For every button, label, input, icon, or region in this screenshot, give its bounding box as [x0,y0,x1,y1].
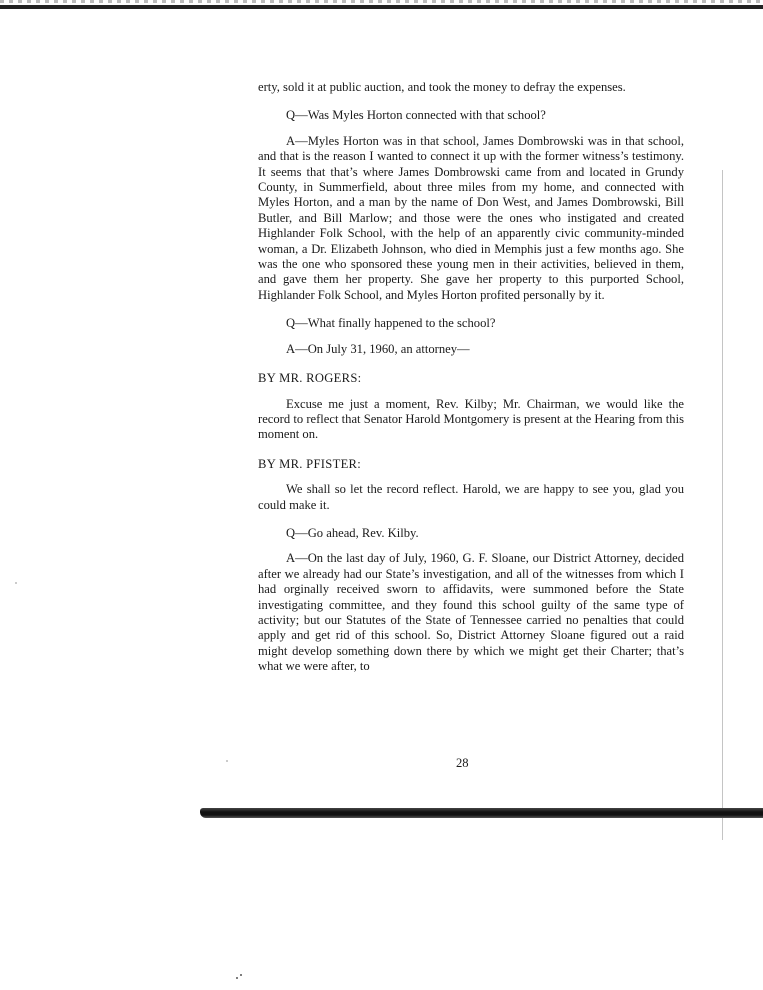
answer-highlander-origins: A—Myles Horton was in that school, James Dombrowski was in that school, and that is the reason I wanted to connect it up with the former witness’s testimony. It seems that that’s where James Dombrowski came from and located in Grundy County, in Summerfield, about three miles from my home, and connected with Myles Horton, and a man by the name of Don West, and James Dombrowski, Bill Butler, and Bill Marlow; and those were the ones who instigated and created Highlander Folk School, with the help of an apparently civic community-minded woman, a Dr. Elizabeth Johnson, who died in Memphis just a few months ago. She was the one who sponsored these young men in their activities, believed in them, and gave them her property. She gave her property to this purported School, Highlander Folk School, and Myles Horton profited personally by it. [258,133,684,302]
page-body [258,80,684,675]
scan-speck [226,760,228,762]
speaker-pfister: BY MR. PFISTER: [258,456,362,471]
paragraph-continued: erty, sold it at public auction, and took the money to defray the expenses. [258,80,626,94]
top-edge-scan-noise [0,0,763,3]
question-myles-horton: Q—Was Myles Horton connected with that school? [286,108,546,123]
page-number: 28 [456,756,469,770]
right-margin-scan-line [722,170,723,840]
rogers-statement: Excuse me just a moment, Rev. Kilby; Mr. Chairman, we would like the record to reflect that Senator Harold Montgomery is present at the Hearing from this moment on. [258,396,684,442]
pfister-statement: We shall so let the record reflect. Harold, we are happy to see you, glad you could make it. [258,482,684,512]
question-go-ahead: Q—Go ahead, Rev. Kilby. [286,525,419,540]
top-border-rule [0,5,763,9]
answer-attorney: A—On July 31, 1960, an attorney— [286,341,470,356]
bottom-border-rule [200,808,763,818]
scan-speck [236,977,238,979]
question-school-fate: Q—What finally happened to the school? [286,316,496,331]
answer-district-attorney: A—On the last day of July, 1960, G. F. Sloane, our District Attorney, decided after we already had our State’s investigation, and all of the witnesses from which I had orginally received sworn to affidavits, were summoned before the State investigating committee, and they found this school guilty of the same type of activity; but our Statutes of the State of Tennessee carried no penalties that could apply and get rid of this school. So, District Attorney Sloane figured out a raid might develop something down there by which we might get their Charter; that’s what we were after, to [258,551,684,674]
scan-speck [240,974,242,976]
speaker-rogers: BY MR. ROGERS: [258,371,362,386]
scan-speck [15,582,17,584]
